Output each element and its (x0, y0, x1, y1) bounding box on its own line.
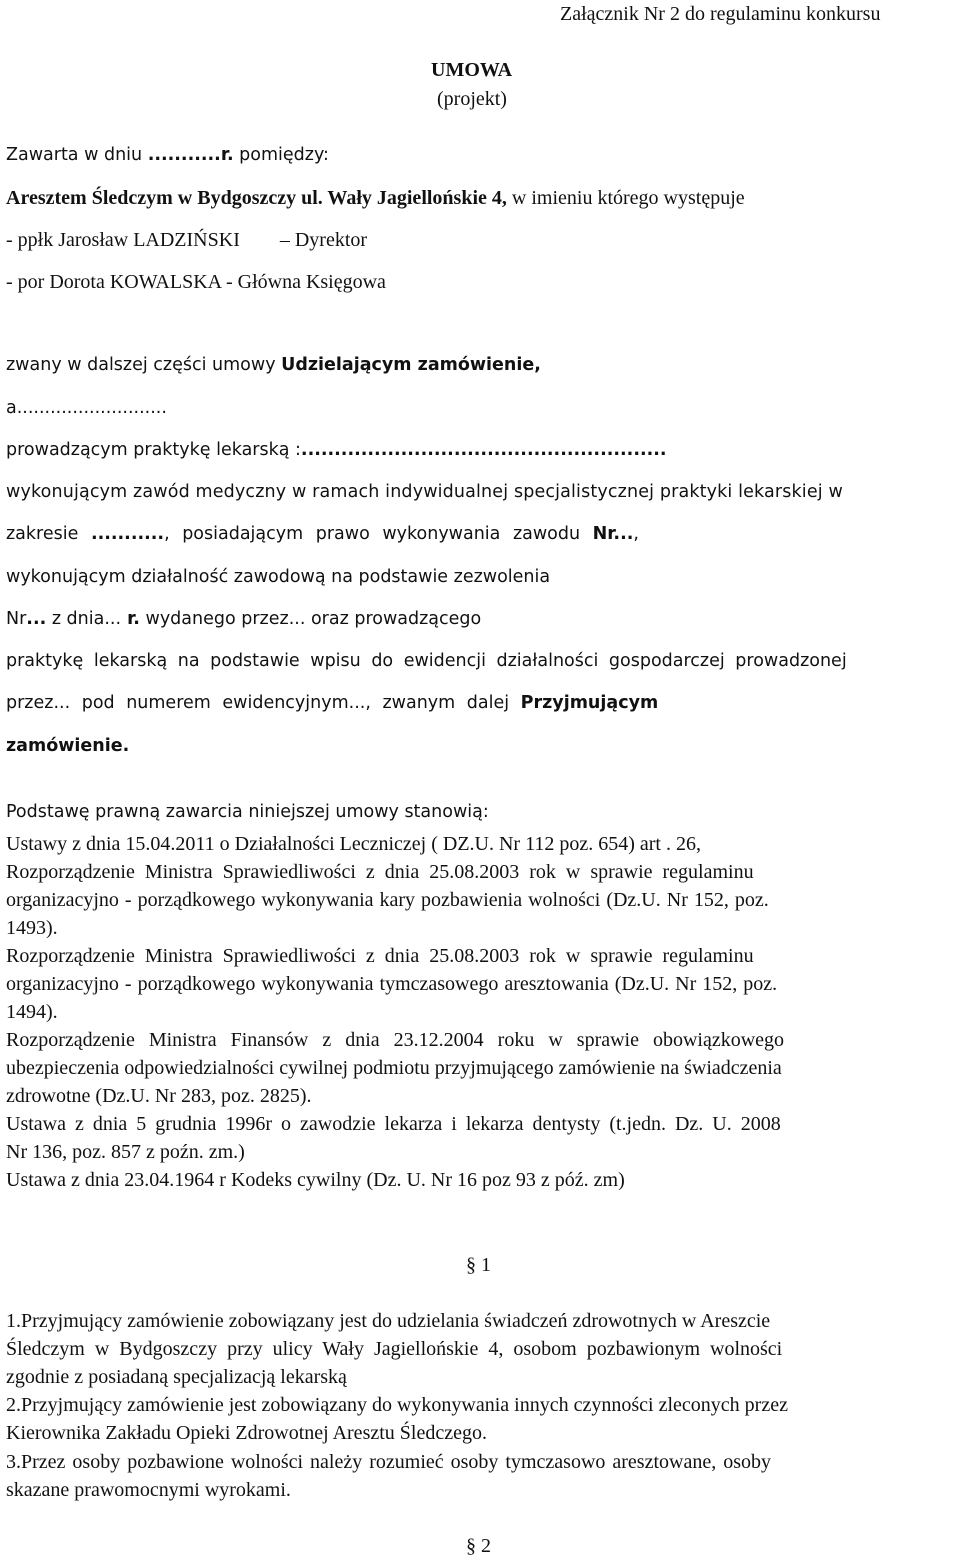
section-2-heading: § 2 (466, 1535, 491, 1557)
contractor-line-6: przez... pod numerem ewidencyjnym..., zwanym dalej Przyjmującym (6, 693, 659, 713)
legal-basis-line: ubezpieczenia odpowiedzialności cywilnej podmiotu przyjmującego zamówienie na świadczenia (6, 1057, 782, 1079)
document-subtitle: (projekt) (437, 88, 507, 110)
legal-basis-line: organizacyjno - porządkowego wykonywania tymczasowego aresztowania (Dz.U. Nr 152, poz. (6, 973, 778, 995)
contractor-line-7: zamówienie. (6, 736, 130, 756)
section-1-line: zgodnie z posiadaną specjalizacją lekarską (6, 1366, 347, 1388)
legal-basis-line: Ustawy z dnia 15.04.2011 o Działalności Leczniczej ( DZ.U. Nr 112 poz. 654) art . 26, (6, 833, 701, 855)
legal-basis-line: Rozporządzenie Ministra Sprawiedliwości z dnia 25.08.2003 rok w sprawie regulaminu (6, 861, 754, 883)
legal-basis-line: 1494). (6, 1001, 58, 1023)
legal-basis-line: Nr 136, poz. 857 z poźn. zm.) (6, 1141, 245, 1163)
legal-basis-heading: Podstawę prawną zawarcia niniejszej umowy stanowią: (6, 802, 489, 822)
institution-line: Aresztem Śledczym w Bydgoszczy ul. Wały Jagiellońskie 4, w imieniu którego występuje (6, 187, 745, 209)
legal-basis-line: Rozporządzenie Ministra Finansów z dnia 23.12.2004 roku w sprawie obowiązkowego (6, 1029, 785, 1051)
contractor-line-3: wykonującym działalność zawodową na podstawie zezwolenia (6, 567, 551, 587)
legal-basis-line: organizacyjno - porządkowego wykonywania kary pozbawienia wolności (Dz.U. Nr 152, poz. (6, 889, 769, 911)
and-line: a........................... (6, 398, 167, 418)
ordering-party-line: zwany w dalszej części umowy Udzielającym zamówienie, (6, 355, 541, 375)
document-title: UMOWA (431, 59, 513, 81)
legal-basis-line: Rozporządzenie Ministra Sprawiedliwości z dnia 25.08.2003 rok w sprawie regulaminu (6, 945, 754, 967)
section-1-line: skazane prawomocnymi wyrokami. (6, 1479, 291, 1501)
legal-basis-line: Ustawa z dnia 23.04.1964 r Kodeks cywilny (Dz. U. Nr 16 poz 93 z póź. zm) (6, 1169, 625, 1191)
representative-2: - por Dorota KOWALSKA - Główna Księgowa (6, 271, 386, 293)
legal-basis-line: zdrowotne (Dz.U. Nr 283, poz. 2825). (6, 1085, 312, 1107)
annex-label: Załącznik Nr 2 do regulaminu konkursu (560, 3, 881, 25)
contractor-line-5: praktykę lekarską na podstawie wpisu do ewidencji działalności gospodarczej prowadzonej (6, 651, 847, 671)
contractor-line-1: wykonującym zawód medyczny w ramach indywidualnej specjalistycznej praktyki lekarskiej w (6, 482, 843, 502)
section-1-line: Kierownika Zakładu Opieki Zdrowotnej Aresztu Śledczego. (6, 1422, 487, 1444)
section-1-heading: § 1 (466, 1254, 491, 1276)
section-1-line: 3.Przez osoby pozbawione wolności należy rozumieć osoby tymczasowo aresztowane, osoby (6, 1451, 772, 1473)
contractor-line-4: Nr... z dnia... r. wydanego przez... oraz prowadzącego (6, 609, 482, 629)
legal-basis-line: 1493). (6, 917, 58, 939)
section-1-line: Śledczym w Bydgoszczy przy ulicy Wały Jagiellońskie 4, osobom pozbawionym wolności (6, 1338, 783, 1360)
practice-line: prowadzącym praktykę lekarską :....................................................... (6, 440, 667, 460)
section-1-line: 2.Przyjmujący zamówienie jest zobowiązany do wykonywania innych czynności zleconych przez (6, 1394, 788, 1416)
representative-1: - ppłk Jarosław LADZIŃSKI – Dyrektor (6, 229, 368, 251)
legal-basis-line: Ustawa z dnia 5 grudnia 1996r o zawodzie lekarza i lekarza dentysty (t.jedn. Dz. U. 2008 (6, 1113, 781, 1135)
contractor-line-2: zakresie ..........., posiadającym prawo wykonywania zawodu Nr..., (6, 524, 639, 544)
concluded-line: Zawarta w dniu ...........r. pomiędzy: (6, 145, 329, 165)
section-1-line: 1.Przyjmujący zamówienie zobowiązany jest do udzielania świadczeń zdrowotnych w Areszcie (6, 1310, 771, 1332)
